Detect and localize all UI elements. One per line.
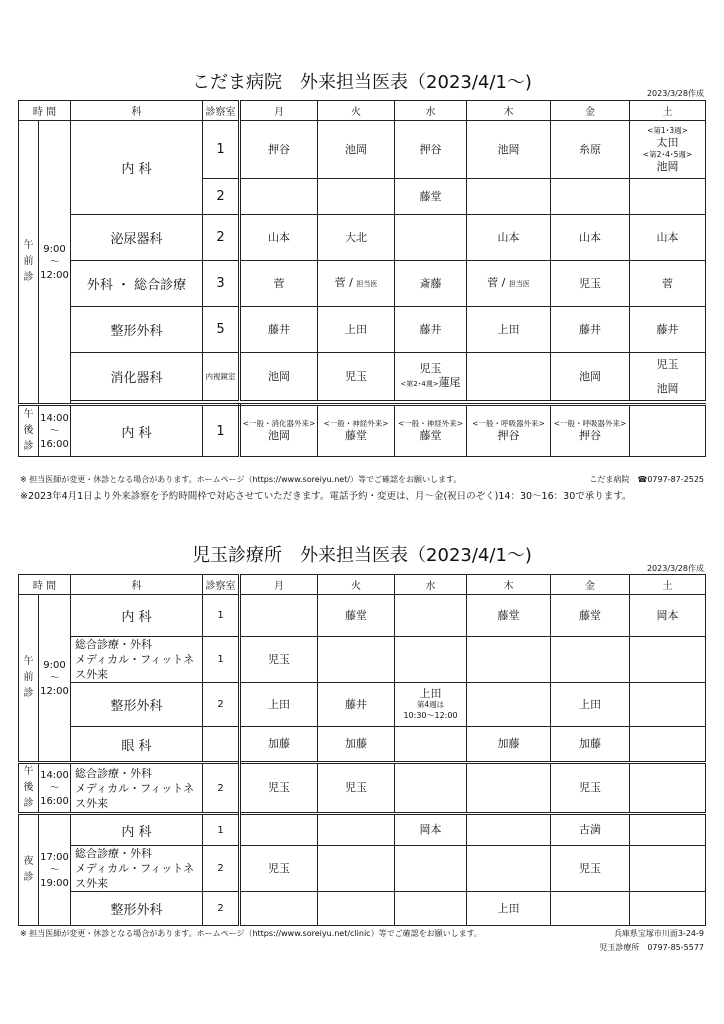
room: 5 bbox=[203, 307, 240, 353]
hospital-reservation-note: ※2023年4月1日より外来診察を予約時間枠で対応させていただきます。電話予約・変更は、月～金(祝日のぞく)14：30～16：30で承ります。 bbox=[20, 491, 632, 502]
header-fri: 金 bbox=[551, 575, 630, 595]
dept-internal-pm: 内 科 bbox=[71, 405, 203, 457]
table-row bbox=[19, 261, 706, 307]
doctor-name: 児玉 bbox=[656, 357, 679, 371]
doctor-cell: 加藤 bbox=[467, 727, 551, 763]
doctor-cell: 藤井 bbox=[395, 307, 467, 353]
clinic-type-tag: <一般・神経外来> bbox=[397, 419, 464, 428]
doctor-cell: 加藤 bbox=[240, 727, 318, 763]
ev-period-label: 夜 診 bbox=[19, 814, 39, 926]
doctor-cell: 藤井 bbox=[240, 307, 318, 353]
doctor-cell bbox=[467, 261, 551, 307]
room: 1 bbox=[203, 595, 240, 637]
doctor-cell: 上田 bbox=[467, 892, 551, 926]
doctor-cell: 藤堂 bbox=[467, 595, 551, 637]
header-time: 時 間 bbox=[19, 101, 71, 121]
header-dept: 科 bbox=[71, 101, 203, 121]
table-row bbox=[19, 814, 706, 846]
header-wed: 水 bbox=[395, 101, 467, 121]
doctor-cell bbox=[630, 846, 706, 892]
header-dept: 科 bbox=[71, 575, 203, 595]
doctor-cell: 上田 bbox=[318, 307, 395, 353]
table-row bbox=[19, 892, 706, 926]
dept-urology: 泌尿器科 bbox=[71, 215, 203, 261]
doctor-sub-label: 担当医 bbox=[356, 280, 378, 288]
doctor-cell: 児玉 bbox=[240, 846, 318, 892]
header-room: 診察室 bbox=[203, 575, 240, 595]
doctor-cell bbox=[240, 179, 318, 215]
doctor-cell: 山本 bbox=[630, 215, 706, 261]
dept-general-fitness: 総合診療・外科 メディカル・フィットネス外来 bbox=[71, 846, 203, 892]
doctor-name: 池岡 bbox=[268, 429, 290, 442]
doctor-cell: 児玉 bbox=[318, 353, 395, 401]
doctor-sub-label: 担当医 bbox=[508, 280, 530, 288]
doctor-name: 押谷 bbox=[497, 429, 520, 442]
doctor-cell bbox=[318, 814, 395, 846]
doctor-cell bbox=[318, 179, 395, 215]
table-header-row bbox=[19, 575, 706, 595]
clinic-note: ※ 担当医師が変更・休診となる場合があります。ホームページ（https://www.soreiyu.net/clinic）等でご確認をお願いします。 bbox=[20, 929, 482, 938]
doctor-cell bbox=[240, 595, 318, 637]
doctor-cell bbox=[395, 215, 467, 261]
table-row bbox=[19, 353, 706, 401]
dept-orthopedics: 整形外科 bbox=[71, 892, 203, 926]
room: 2 bbox=[203, 892, 240, 926]
doctor-cell bbox=[551, 637, 630, 683]
am-period-label: 午 前 診 bbox=[19, 595, 39, 763]
doctor-cell: 児玉 bbox=[240, 763, 318, 814]
doctor-cell bbox=[240, 892, 318, 926]
doctor-cell: 古満 bbox=[551, 814, 630, 846]
time-note: 10:30～12:00 bbox=[403, 711, 458, 720]
clinic-contact: 児玉診療所 0797-85-5577 bbox=[599, 943, 704, 952]
dept-general-fitness: 総合診療・外科 メディカル・フィットネス外来 bbox=[71, 763, 203, 814]
doctor-cell-sat bbox=[630, 121, 706, 179]
doctor-cell: 加藤 bbox=[551, 727, 630, 763]
header-room: 診察室 bbox=[203, 101, 240, 121]
doctor-cell: 池岡 bbox=[240, 353, 318, 401]
clinic-type-tag: <一般・呼吸器外来> bbox=[553, 419, 627, 428]
table-row bbox=[19, 595, 706, 637]
doctor-cell bbox=[395, 763, 467, 814]
doctor-cell bbox=[318, 637, 395, 683]
hospital-note: ※ 担当医師が変更・休診となる場合があります。ホームページ（https://www.soreiyu.net/）等でご確認をお願いします。 bbox=[20, 475, 462, 484]
header-sat: 土 bbox=[630, 575, 706, 595]
doctor-cell: 藤堂 bbox=[551, 595, 630, 637]
header-tue: 火 bbox=[318, 101, 395, 121]
clinic-type-tag: <一般・消化器外来> bbox=[242, 419, 316, 428]
doctor-cell: 岡本 bbox=[630, 595, 706, 637]
doctor-cell bbox=[630, 405, 706, 457]
table-row bbox=[19, 405, 706, 457]
pm-time-label: 14:00 ～ 16:00 bbox=[39, 405, 71, 457]
table-row bbox=[19, 215, 706, 261]
doctor-cell: 児玉 bbox=[240, 637, 318, 683]
doctor-cell bbox=[467, 637, 551, 683]
room bbox=[203, 727, 240, 763]
week-tag: <第2･4･5週> bbox=[642, 149, 693, 159]
dept-gastroenterology: 消化器科 bbox=[71, 353, 203, 401]
am-period-label: 午 前 診 bbox=[19, 121, 39, 405]
dept-orthopedics: 整形外科 bbox=[71, 307, 203, 353]
doctor-cell: 藤井 bbox=[551, 307, 630, 353]
doctor-cell bbox=[630, 763, 706, 814]
doctor-cell bbox=[395, 353, 467, 401]
doctor-cell: 藤堂 bbox=[395, 179, 467, 215]
doctor-cell bbox=[395, 683, 467, 727]
table-row bbox=[19, 727, 706, 763]
room: 3 bbox=[203, 261, 240, 307]
week-tag: <第2･4週> bbox=[400, 380, 439, 388]
doctor-cell bbox=[551, 405, 630, 457]
table-row bbox=[19, 846, 706, 892]
hospital-title: こだま病院 外来担当医表（2023/4/1～) bbox=[192, 72, 532, 93]
clinic-type-tag: <一般・神経外来> bbox=[323, 419, 389, 428]
doctor-cell bbox=[318, 405, 395, 457]
dept-internal: 内 科 bbox=[71, 595, 203, 637]
week-note: 第4週は bbox=[416, 700, 445, 709]
header-fri: 金 bbox=[551, 101, 630, 121]
doctor-cell: 斎藤 bbox=[395, 261, 467, 307]
dept-ophthalmology: 眼 科 bbox=[71, 727, 203, 763]
room: 1 bbox=[203, 637, 240, 683]
week-tag: <第1･3週> bbox=[647, 125, 688, 135]
table-row bbox=[19, 307, 706, 353]
doctor-cell bbox=[318, 892, 395, 926]
dept-internal: 内 科 bbox=[71, 121, 203, 215]
doctor-cell bbox=[318, 846, 395, 892]
doctor-cell: 池岡 bbox=[318, 121, 395, 179]
doctor-cell: 上田 bbox=[467, 307, 551, 353]
doctor-cell: 児玉 bbox=[318, 763, 395, 814]
doctor-cell: 大北 bbox=[318, 215, 395, 261]
doctor-cell bbox=[240, 405, 318, 457]
doctor-cell bbox=[240, 814, 318, 846]
doctor-cell: 池岡 bbox=[467, 121, 551, 179]
table-row bbox=[19, 121, 706, 179]
doctor-cell: 藤堂 bbox=[318, 595, 395, 637]
doctor-name: 池岡 bbox=[656, 159, 679, 173]
clinic-type-tag: <一般・呼吸器外来> bbox=[472, 419, 545, 428]
doctor-cell: 児玉 bbox=[551, 261, 630, 307]
doctor-cell bbox=[551, 179, 630, 215]
room: 内視鏡室 bbox=[203, 353, 240, 401]
doctor-cell: 糸原 bbox=[551, 121, 630, 179]
doctor-cell bbox=[395, 727, 467, 763]
room: 2 bbox=[203, 683, 240, 727]
header-thu: 木 bbox=[467, 575, 551, 595]
header-wed: 水 bbox=[395, 575, 467, 595]
doctor-cell: 押谷 bbox=[240, 121, 318, 179]
doctor-name: 藤堂 bbox=[419, 429, 442, 442]
doctor-cell: 藤井 bbox=[318, 683, 395, 727]
doctor-cell bbox=[630, 683, 706, 727]
pm-period-label: 午 後 診 bbox=[19, 763, 39, 814]
room: 2 bbox=[203, 846, 240, 892]
dept-general-fitness: 総合診療・外科 メディカル・フィットネス外来 bbox=[71, 637, 203, 683]
header-time: 時 間 bbox=[19, 575, 71, 595]
room: 2 bbox=[203, 215, 240, 261]
am-time-label: 9:00 ～ 12:00 bbox=[39, 595, 71, 763]
doctor-cell: 菅 bbox=[240, 261, 318, 307]
doctor-cell: 児玉 bbox=[551, 763, 630, 814]
doctor-name: 児玉 bbox=[419, 362, 442, 375]
doctor-cell: 押谷 bbox=[395, 121, 467, 179]
hospital-created-date: 2023/3/28作成 bbox=[646, 89, 704, 98]
table-row bbox=[19, 637, 706, 683]
doctor-cell: 藤井 bbox=[630, 307, 706, 353]
doctor-cell: 菅 bbox=[630, 261, 706, 307]
doctor-cell bbox=[395, 846, 467, 892]
room: 2 bbox=[203, 179, 240, 215]
am-time-label: 9:00 ～ 12:00 bbox=[39, 121, 71, 405]
room: 1 bbox=[203, 121, 240, 179]
doctor-name: 菅 / bbox=[334, 276, 353, 289]
doctor-cell: 上田 bbox=[240, 683, 318, 727]
clinic-address: 兵庫県宝塚市川面3-24-9 bbox=[613, 929, 704, 938]
header-sat: 土 bbox=[630, 101, 706, 121]
hospital-schedule-table bbox=[18, 100, 706, 457]
doctor-cell bbox=[630, 179, 706, 215]
header-mon: 月 bbox=[240, 575, 318, 595]
doctor-cell: 児玉 bbox=[551, 846, 630, 892]
clinic-schedule-table bbox=[18, 574, 706, 926]
doctor-cell bbox=[395, 892, 467, 926]
header-tue: 火 bbox=[318, 575, 395, 595]
doctor-cell: 上田 bbox=[551, 683, 630, 727]
doctor-cell: 山本 bbox=[240, 215, 318, 261]
room: 2 bbox=[203, 763, 240, 814]
doctor-cell bbox=[630, 727, 706, 763]
doctor-name: 上田 bbox=[419, 687, 442, 700]
doctor-cell bbox=[467, 846, 551, 892]
table-row bbox=[19, 763, 706, 814]
doctor-name: 押谷 bbox=[579, 429, 601, 442]
pm-period-label: 午 後 診 bbox=[19, 405, 39, 457]
doctor-name: 菅 / bbox=[487, 276, 506, 289]
doctor-cell bbox=[630, 892, 706, 926]
doctor-cell bbox=[467, 179, 551, 215]
doctor-cell bbox=[467, 683, 551, 727]
room: 1 bbox=[203, 814, 240, 846]
doctor-cell: 山本 bbox=[467, 215, 551, 261]
pm-time-label: 14:00 ～ 16:00 bbox=[39, 763, 71, 814]
header-thu: 木 bbox=[467, 101, 551, 121]
table-row bbox=[19, 683, 706, 727]
doctor-cell bbox=[467, 763, 551, 814]
doctor-cell bbox=[467, 814, 551, 846]
dept-orthopedics: 整形外科 bbox=[71, 683, 203, 727]
doctor-cell: 加藤 bbox=[318, 727, 395, 763]
doctor-cell bbox=[318, 261, 395, 307]
clinic-created-date: 2023/3/28作成 bbox=[646, 564, 704, 573]
doctor-cell bbox=[551, 892, 630, 926]
doctor-cell bbox=[395, 637, 467, 683]
clinic-title: 児玉診療所 外来担当医表（2023/4/1～) bbox=[192, 545, 532, 566]
header-mon: 月 bbox=[240, 101, 318, 121]
doctor-cell: 山本 bbox=[551, 215, 630, 261]
dept-internal: 内 科 bbox=[71, 814, 203, 846]
doctor-name: 蓮尾 bbox=[438, 376, 461, 389]
doctor-cell bbox=[395, 595, 467, 637]
doctor-name: 藤堂 bbox=[345, 429, 367, 442]
doctor-cell bbox=[395, 405, 467, 457]
doctor-cell: 岡本 bbox=[395, 814, 467, 846]
doctor-cell bbox=[630, 814, 706, 846]
doctor-cell bbox=[467, 353, 551, 401]
doctor-cell: 池岡 bbox=[551, 353, 630, 401]
room: 1 bbox=[203, 405, 240, 457]
doctor-cell bbox=[467, 405, 551, 457]
doctor-cell bbox=[630, 637, 706, 683]
ev-time-label: 17:00 ～ 19:00 bbox=[39, 814, 71, 926]
doctor-name: 太田 bbox=[656, 135, 679, 149]
hospital-contact: こだま病院 ☎0797-87-2525 bbox=[589, 475, 704, 484]
doctor-name: 池岡 bbox=[656, 381, 679, 395]
table-header-row bbox=[19, 101, 706, 121]
doctor-cell bbox=[630, 353, 706, 401]
dept-surgery-general: 外科 ・ 総合診療 bbox=[71, 261, 203, 307]
